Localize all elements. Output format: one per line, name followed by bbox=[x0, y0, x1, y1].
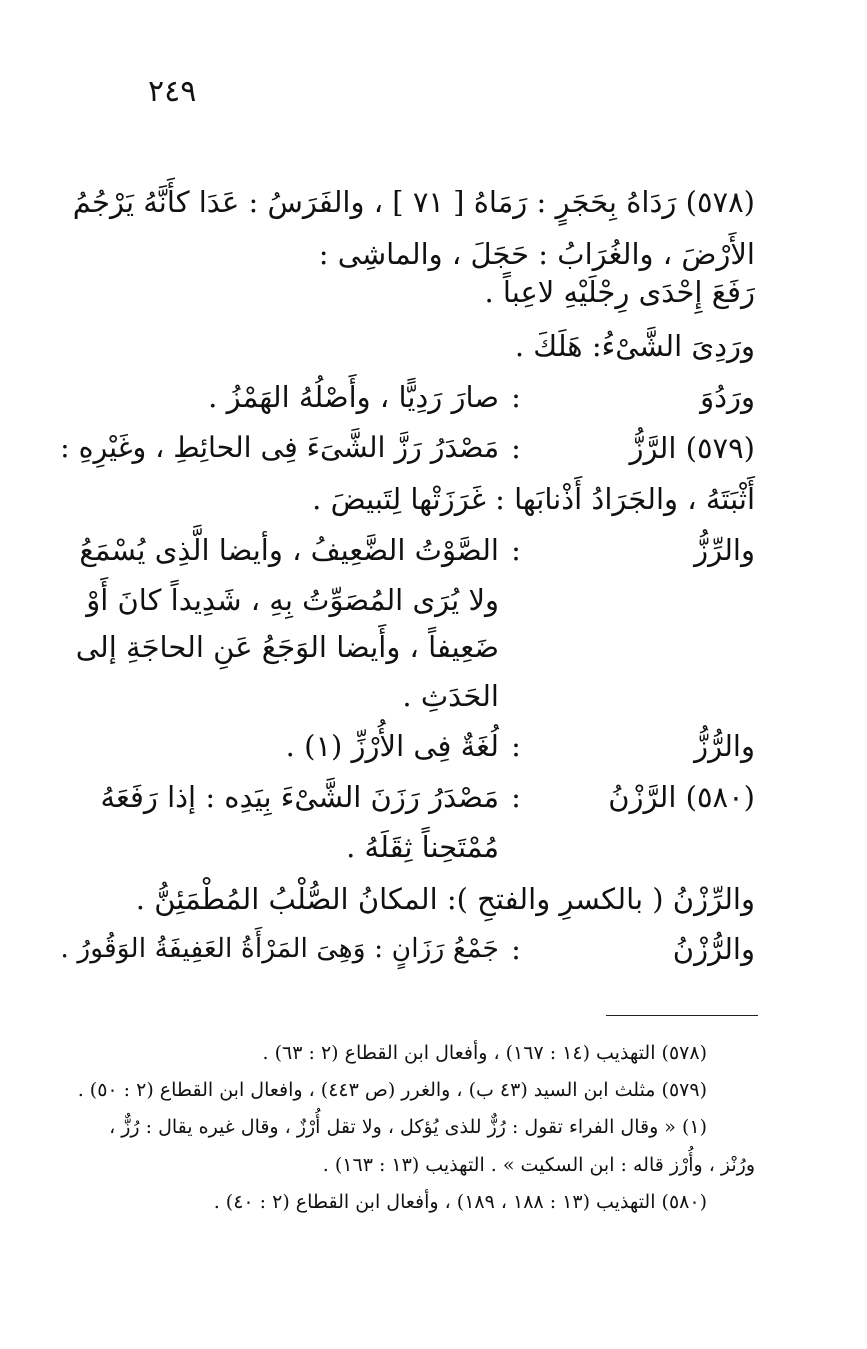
colon-separator: : bbox=[511, 932, 521, 966]
page-number: ٢٤٩ bbox=[148, 74, 197, 109]
headword-580-arrazn: (٥٨٠) الرَّزْنُ bbox=[608, 780, 755, 814]
footnote-579: (٥٧٩) مثلث ابن السيد (٤٣ ب) ، والغرر (ص ٤٤٣) ، وافعال ابن القطاع (٢ : ٥٠) . bbox=[77, 1079, 707, 1101]
headword-warduwa: ورَدُوَ bbox=[700, 380, 755, 414]
definition-warrizz: الصَّوْتُ الضَّعِيفُ ، وأيضا الَّذِى يُسْمَعُ bbox=[79, 533, 499, 567]
footnote-divider bbox=[606, 1015, 758, 1016]
definition-warruzz: لُغَةٌ فِى الأُرْزِّ (١) . bbox=[285, 729, 499, 763]
entry-578-line-2: الأَرْضَ ، والغُرَابُ : حَجَلَ ، والماشِى : bbox=[318, 237, 755, 271]
definition-579: مَصْدَرُ رَزَّ الشَّىَءَ فِى الحائِطِ ، وغَيْرِهِ : bbox=[60, 431, 499, 464]
definition-580-line-2: مُمْتَحِناً ثِقَلَهُ . bbox=[346, 830, 499, 864]
footnote-578: (٥٧٨) التهذيب (١٤ : ١٦٧) ، وأفعال ابن القطاع (٢ : ٦٣) . bbox=[262, 1042, 707, 1064]
headword-warruzn: والرُّزْنُ bbox=[672, 932, 755, 966]
definition-579-line-2: أَثْبَتَهُ ، والجَرَادُ أَذْنابَها : غَرَزَتْها لِتَبيضَ . bbox=[312, 482, 755, 516]
entry-578-line-4: ورَدِىَ الشَّىْءُ: هَلَكَ . bbox=[514, 329, 755, 363]
definition-warrizz-line-2: ولا يُرَى المُصَوِّتُ بِهِ ، شَدِيداً كانَ أَوْ bbox=[86, 583, 499, 617]
headword-579-arrazz: (٥٧٩) الرَّزُّ bbox=[629, 431, 755, 465]
entry-578-line-1: (٥٧٨) رَدَاهُ بِحَجَرٍ : رَمَاهُ [ ٧١ ] ، والفَرَسُ : عَدَا كأَنَّهُ يَرْجُمُ bbox=[72, 185, 755, 219]
entry-578-line-3: رَفَعَ إِحْدَى رِجْلَيْهِ لاعِباً . bbox=[484, 275, 755, 309]
colon-separator: : bbox=[511, 533, 521, 567]
footnote-1: (١) « وقال الفراء تقول : رُزٌّ للذى يُؤكل ، ولا تقل أُرْزٌ ، وقال غيره يقال : رُزٌّ ، bbox=[109, 1116, 707, 1138]
definition-warruzn: جَمْعُ رَزَانٍ : وَهِىَ المَرْأَةُ العَفِيفَةُ الوَقُورُ . bbox=[60, 933, 499, 964]
footnote-1-continued: ورُنْز ، وأُرْز قاله : ابن السكيت » . التهذيب (١٣ : ١٦٣) . bbox=[322, 1154, 755, 1176]
headword-warrizz: والرِّزُّ bbox=[694, 533, 755, 567]
definition-warduwa: صارَ رَدِيًّا ، وأَصْلُهُ الهَمْزُ . bbox=[208, 380, 499, 414]
definition-580: مَصْدَرُ رَزَنَ الشَّىْءَ بِيَدِه : إذا رَفَعَهُ bbox=[100, 780, 499, 814]
entry-warrizn: والرِّزْنُ ( بالكسرِ والفتحِ ): المكانُ الصُّلْبُ المُطْمَئِنُّ . bbox=[135, 882, 755, 916]
headword-warruzz: والرُّزُّ bbox=[694, 729, 755, 763]
footnote-580: (٥٨٠) التهذيب (١٣ : ١٨٨ ، ١٨٩) ، وأفعال ابن القطاع (٢ : ٤٠) . bbox=[213, 1191, 707, 1213]
definition-warrizz-line-3: ضَعِيفاً ، وأَيضا الوَجَعُ عَنِ الحاجَةِ إلى bbox=[75, 630, 499, 664]
colon-separator: : bbox=[511, 780, 521, 814]
colon-separator: : bbox=[511, 729, 521, 763]
definition-warrizz-line-4: الحَدَثِ . bbox=[402, 679, 499, 713]
colon-separator: : bbox=[511, 380, 521, 414]
colon-separator: : bbox=[511, 431, 521, 465]
